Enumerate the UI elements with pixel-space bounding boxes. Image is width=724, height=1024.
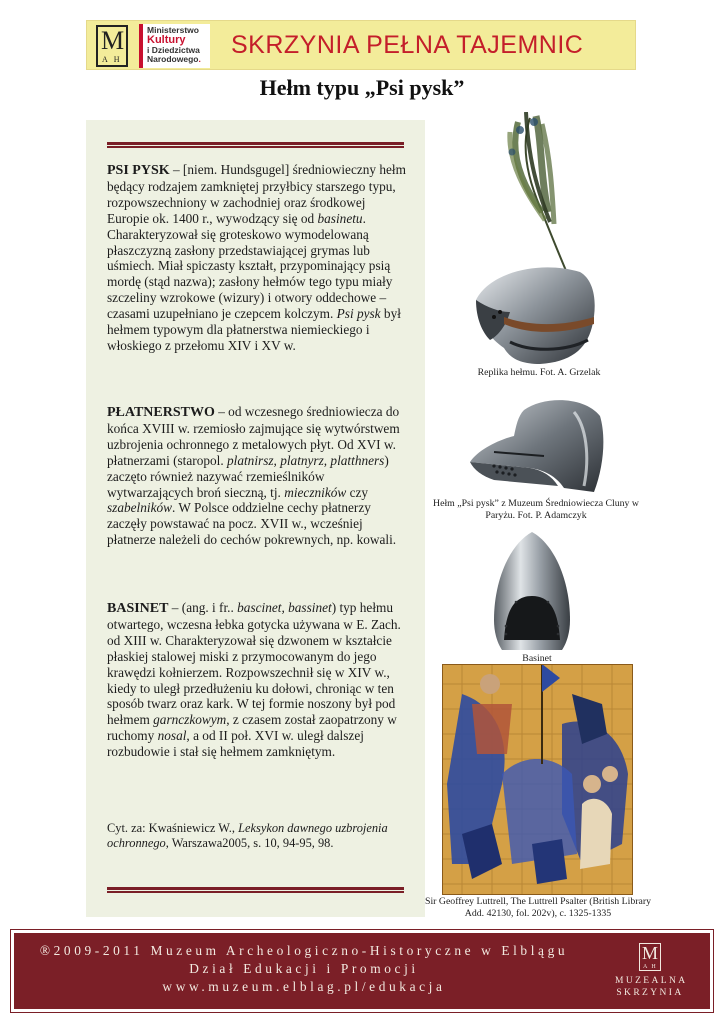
basinet-italic-3: nosal [157, 728, 187, 744]
ministry-dot: . [198, 54, 201, 64]
ministry-line-1: Ministerstwo [147, 25, 199, 35]
citation [107, 821, 407, 851]
museum-logo[interactable] [96, 25, 128, 67]
divider-bottom [107, 887, 404, 893]
platnerstwo-italic-1: platnirsz, platnyrz, platthners [227, 452, 385, 468]
ministry-line-4-text: Narodowego [147, 54, 199, 64]
logo-letters-ah: AH [102, 55, 126, 64]
psi-pysk-text-2: . Charakteryzował się groteskowo wymodelowaną płaszczyzną zasłony przedstawiającej grymas lub uśmiech. Miał spiczasty kształt, przypominający psią mordę (stąd nazwa); zasłony hełmów tego typu miały szczeliny wzrokowe (wizury) i otwory oddechowe – czasami uzupełniano je czepcem kolczym. [107, 210, 393, 322]
basinet-text-2: ) typ hełmu otwartego, wczesna łebka gotycka używana w E. Zach. od XIII w. Charakteryzował się dzwonem w kształcie płaskiej stalowej miski z przymocowanym do jego krawędzi kołnierzem. Rozpowszechnił się w XIV w., kiedy to uległ przedłużeniu ku dołowi, chroniąc w ten sposób twarz oraz kark. W tej formie noszony był pod hełmem [107, 600, 401, 728]
footer [10, 929, 714, 1013]
logo-letter-m: M [101, 26, 125, 55]
page-title: Hełm typu „Psi pysk” [259, 75, 465, 100]
replica-helmet [476, 267, 595, 364]
footer-logo-text-1: MUZEALNA [615, 976, 688, 986]
basinet-caption: Basinet [522, 653, 552, 664]
basinet-text-1: – (ang. i fr.. [168, 600, 238, 615]
ministry-logo[interactable] [139, 24, 210, 68]
psi-pysk-text-1: – [niem. Hundsgugel] średniowieczny hełm będący rodzajem zamkniętej przyłbicy starszego typu, rozpowszechniony w zachodniej oraz środkowej Europie ok. 1400 r., wywodzący się od [107, 162, 406, 226]
header-banner [86, 20, 636, 70]
platnerstwo-text-1: – od wczesnego średniowiecza do końca XVIII w. rzemiosło zajmujące się wytwórstwem uzbrojenia ochronnego z metalowych płyt. Od XVI w. płatnerzami (staropol. [107, 404, 400, 468]
section-psi-pysk [107, 162, 407, 354]
replica-caption: Replika hełmu. Fot. A. Grzelak [477, 367, 601, 378]
basinet-image [492, 530, 572, 652]
term-psi-pysk: PSI PYSK [107, 163, 170, 178]
ministry-line-3: i Dziedzictwa [147, 45, 200, 55]
cluny-helmet-image [464, 396, 608, 498]
basinet-italic-2: garnczkowym [153, 712, 227, 728]
psi-pysk-text-3: był hełmem typowym dla płatnerstwa niemieckiego i włoskiego z przełomu XIV i XV w. [107, 306, 401, 353]
citation-text-1: Cyt. za: Kwaśniewicz W., [107, 821, 239, 835]
citation-italic-1: Leksykon dawnego uzbrojenia ochronnego [107, 821, 388, 850]
footer-logo-ah: AH [643, 964, 660, 970]
muzealna-skrzynia-logo[interactable] [615, 943, 688, 1003]
footer-copyright: ®2009-2011 Muzeum Archeologiczno-Historyczne w Elblągu [39, 943, 569, 958]
platnerstwo-text-4: . W Polsce oddzielne cechy płatnerzy zaczęły powstawać na pocz. XVII w., wcześniej płatnerze należeli do cechów pokrewnych, np. kowali. [107, 500, 397, 548]
cluny-caption: Hełm „Psi pysk” z Muzeum Średniowiecza Cluny w Paryżu. Fot. P. Adamczyk [433, 498, 639, 521]
term-basinet: BASINET [107, 601, 169, 616]
basinet-text-4: , a od II poł. XVI w. uległ dalszej rozbudowie i stał się hełmem zamkniętym. [107, 728, 364, 760]
luttrell-caption: Sir Geoffrey Luttrell, The Luttrell Psalter (British Library Add. 42130, fol. 202v), c. 1325-1335 [425, 896, 651, 919]
ministry-line-4 [147, 55, 210, 64]
platnerstwo-italic-2: mieczników [284, 484, 347, 500]
luttrell-psalter-image [442, 664, 633, 895]
section-platnerstwo [107, 404, 407, 548]
text-panel [86, 120, 425, 917]
ministry-line-2: Kultury [147, 34, 186, 46]
footer-department: Dział Edukacji i Promocji [189, 961, 419, 976]
footer-website-link[interactable]: www.muzeum.elblag.pl/edukacja [162, 979, 446, 994]
basinet-italic-1: bascinet, bassinet [237, 600, 332, 615]
footer-logo-m: M [642, 943, 659, 963]
footer-band [14, 933, 710, 1009]
section-basinet [107, 600, 407, 760]
term-platnerstwo: PŁATNERSTWO [107, 405, 215, 420]
platnerstwo-text-3: czy [346, 484, 369, 500]
footer-logo-box [639, 943, 661, 971]
footer-logo-text-2: SKRZYNIA [616, 988, 684, 998]
platnerstwo-italic-3: szabelników [107, 500, 173, 516]
psi-pysk-italic-2: Psi pysk [336, 306, 381, 322]
psi-pysk-italic-1: basinetu [317, 210, 363, 226]
platnerstwo-text-2: ) zaczęto również nazywać rzemieślników wytwarzających broń sieczną, tj. [107, 452, 389, 500]
replica-helmet-image [470, 112, 602, 370]
citation-text-2: , Warszawa2005, s. 10, 94-95, 98. [165, 836, 334, 850]
divider-top [107, 142, 404, 148]
basinet-text-3: , z czasem został zaopatrzony w ruchomy [107, 712, 397, 744]
banner-title: SKRZYNIA PEŁNA TAJEMNIC [231, 31, 584, 59]
